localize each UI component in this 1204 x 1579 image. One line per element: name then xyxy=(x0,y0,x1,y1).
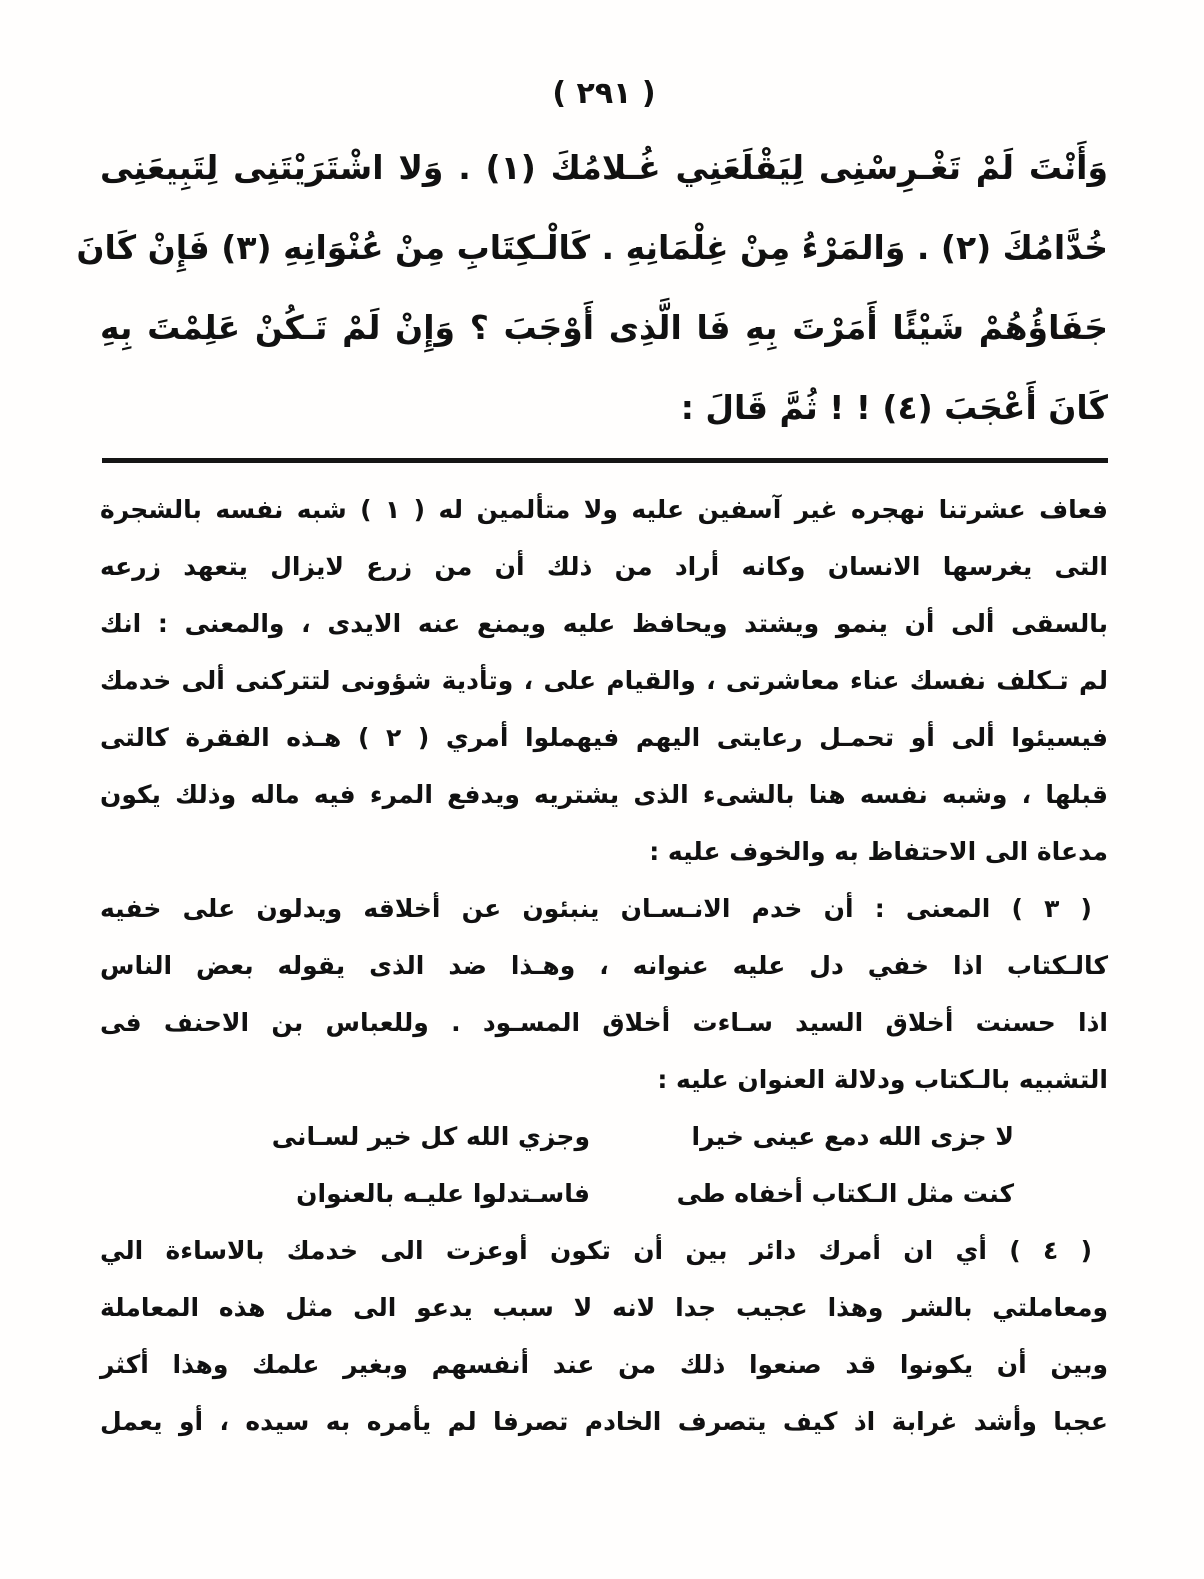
footnote-line: فعاف عشرتنا نهجره غير آسفين عليه ولا متألمين له ( ١ ) شبه نفسه بالشجرة xyxy=(100,495,1108,524)
footnotes-block xyxy=(100,481,1108,1450)
footnote-line: التى يغرسها الانسان وكانه أراد من ذلك أن من زرع لايزال يتعهد زرعه xyxy=(100,552,1108,581)
poem-couplet xyxy=(100,1108,1108,1222)
footnote-line: فيسيئوا ألى أو تحمـل رعايتى اليهم فيهملوا أمري ( ٢ ) هـذه الفقرة كالتى xyxy=(100,723,1108,752)
footnote-line: قبلها ، وشبه نفسه هنا بالشىء الذى يشتريه ويدفع المرء فيه ماله وذلك يكون xyxy=(100,780,1108,809)
main-text-line: كَانَ أَعْجَبَ (٤) ! ! ثُمَّ قَالَ : xyxy=(680,388,1108,427)
poem-verse xyxy=(100,1165,1108,1222)
poem-hemistich-left: وجزي الله كل خير لسـانى xyxy=(271,1122,590,1151)
footnote-line: بالسقى ألى أن ينمو ويشتد ويحافظ عليه ويمنع عنه الايدى ، والمعنى : انك xyxy=(100,609,1108,638)
footnote-line: لم تـكلف نفسك عناء معاشرتى ، والقيام على ، وتأدية شؤونى لتتركنى ألى خدمك xyxy=(100,666,1108,695)
poem-verse xyxy=(100,1108,1108,1165)
footnote-line: ( ٤ ) أي ان أمرك دائر بين أن تكون أوعزت الى خدمك بالاساءة الي xyxy=(100,1236,1092,1265)
main-text-line: جَفَاؤُهُمْ شَيْئًا أَمَرْتَ بِهِ فَا الَّذِى أَوْجَبَ ؟ وَإِنْ لَمْ تَـكُنْ عَلِمْتَ بِهِ xyxy=(100,308,1108,347)
main-text-line: وَأَنْتَ لَمْ تَغْـرِسْنِى لِيَقْلَعَنِي غُـلامُكَ (١) . وَلا اشْتَرَيْتَنِى لِتَبِيعَنِى xyxy=(100,148,1108,187)
page-number: ( ٢٩١ ) xyxy=(552,76,656,111)
footnote-line: اذا حسنت أخلاق السيد سـاءت أخلاق المسـود . وللعباس بن الاحنف فى xyxy=(100,1008,1108,1037)
footnote-line: عجبا وأشد غرابة اذ كيف يتصرف الخادم تصرفا لم يأمره به سيده ، أو يعمل xyxy=(100,1407,1108,1436)
footnote-line: ( ٣ ) المعنى : أن خدم الانـسـان ينبئون عن أخلاقه ويدلون على خفيه xyxy=(100,894,1092,923)
footnote-line: ومعاملتي بالشر وهذا عجيب جدا لانه لا سبب يدعو الى مثل هذه المعاملة xyxy=(100,1293,1108,1322)
footnote-line: التشبيه بالـكتاب ودلالة العنوان عليه : xyxy=(657,1065,1108,1094)
text-column xyxy=(76,72,1108,1450)
main-text-block xyxy=(76,128,1108,448)
poem-hemistich-left: فاسـتدلوا عليـه بالعنوان xyxy=(296,1179,590,1208)
footnote-divider-rule xyxy=(102,458,1108,463)
main-text-line: خُدَّامُكَ (٢) . وَالمَرْءُ مِنْ غِلْمَانِهِ . كَالْـكِتَابِ مِنْ عُنْوَانِهِ (٣) فَإِنْ كَانَ xyxy=(76,228,1108,267)
footnote-line: وبين أن يكونوا قد صنعوا ذلك من عند أنفسهم وبغير علمك وهذا أكثر xyxy=(100,1350,1108,1379)
poem-hemistich-right: لا جزى الله دمع عينى خيرا xyxy=(691,1122,1014,1151)
footnote-line: مدعاة الى الاحتفاظ به والخوف عليه : xyxy=(649,837,1108,866)
poem-hemistich-right: كنت مثل الـكتاب أخفاه طى xyxy=(676,1179,1014,1208)
footnote-line: كالـكتاب اذا خفي دل عليه عنوانه ، وهـذا ضد الذى يقوله بعض الناس xyxy=(100,951,1108,980)
